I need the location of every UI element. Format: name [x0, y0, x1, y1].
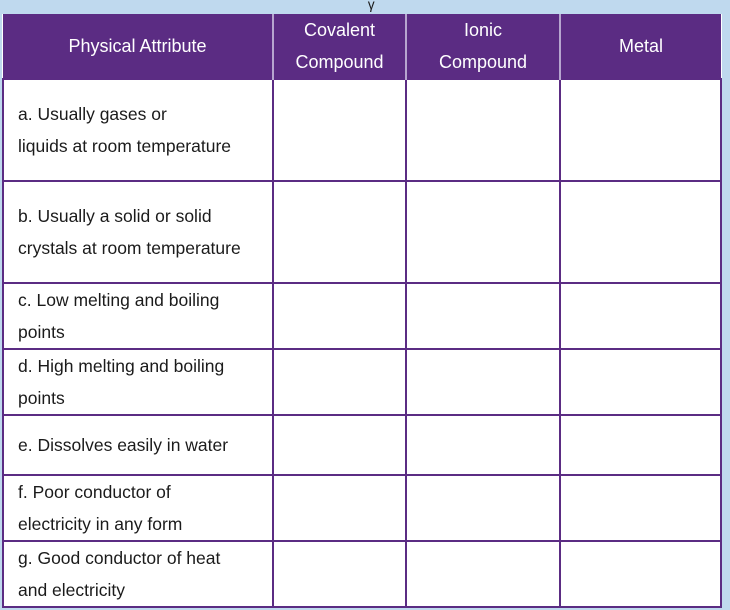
attribute-text-line1: b. Usually a solid or solid	[18, 206, 212, 226]
cropped-heading-fragment: ᵧ	[368, 0, 375, 12]
covalent-answer-cell[interactable]	[273, 415, 406, 475]
header-metal	[560, 14, 721, 79]
covalent-answer-cell[interactable]	[273, 283, 406, 349]
header-ionic-compound	[406, 14, 560, 79]
metal-answer-cell[interactable]	[560, 415, 721, 475]
attribute-cell	[3, 349, 273, 415]
attribute-text-line2: crystals at room temperature	[18, 238, 241, 258]
attribute-cell	[3, 181, 273, 283]
table-row	[3, 181, 721, 283]
metal-answer-cell[interactable]	[560, 475, 721, 541]
header-covalent-line2: Compound	[295, 52, 384, 72]
attribute-cell	[3, 475, 273, 541]
cropped-heading-strip	[0, 0, 730, 12]
attribute-text-line2: liquids at room temperature	[18, 136, 232, 156]
table-row	[3, 349, 721, 415]
covalent-answer-cell[interactable]	[273, 475, 406, 541]
attribute-text-line1: c. Low melting and boiling	[18, 290, 220, 310]
attribute-cell	[3, 283, 273, 349]
metal-answer-cell[interactable]	[560, 541, 721, 607]
header-physical-attribute	[3, 14, 273, 79]
header-metal-label: Metal	[618, 36, 663, 56]
attribute-text-line1: f. Poor conductor of	[18, 482, 171, 502]
header-covalent-compound	[273, 14, 406, 79]
attribute-text-line2: electricity in any form	[18, 514, 183, 534]
attribute-cell	[3, 415, 273, 475]
table-row	[3, 415, 721, 475]
attribute-text-line1: e. Dissolves easily in water	[18, 435, 229, 455]
covalent-answer-cell[interactable]	[273, 541, 406, 607]
metal-answer-cell[interactable]	[560, 181, 721, 283]
covalent-answer-cell[interactable]	[273, 349, 406, 415]
metal-answer-cell[interactable]	[560, 349, 721, 415]
attribute-text-line2: and electricity	[18, 580, 125, 600]
ionic-answer-cell[interactable]	[406, 349, 560, 415]
covalent-answer-cell[interactable]	[273, 79, 406, 181]
attribute-cell	[3, 79, 273, 181]
header-physical-attribute-label: Physical Attribute	[68, 36, 207, 56]
physical-attributes-table	[2, 14, 722, 608]
table-row	[3, 541, 721, 607]
covalent-answer-cell[interactable]	[273, 181, 406, 283]
attribute-text-line2: points	[18, 322, 65, 342]
attribute-cell	[3, 541, 273, 607]
metal-answer-cell[interactable]	[560, 79, 721, 181]
ionic-answer-cell[interactable]	[406, 541, 560, 607]
attribute-text-line2: points	[18, 388, 65, 408]
attribute-text-line1: d. High melting and boiling	[18, 356, 225, 376]
ionic-answer-cell[interactable]	[406, 79, 560, 181]
header-row	[3, 14, 721, 79]
attribute-text-line1: a. Usually gases or	[18, 104, 167, 124]
header-ionic-line2: Compound	[438, 52, 528, 72]
header-ionic-line1: Ionic	[463, 20, 503, 40]
ionic-answer-cell[interactable]	[406, 415, 560, 475]
ionic-answer-cell[interactable]	[406, 475, 560, 541]
header-covalent-line1: Covalent	[303, 20, 376, 40]
ionic-answer-cell[interactable]	[406, 283, 560, 349]
table-row	[3, 475, 721, 541]
attribute-text-line1: g. Good conductor of heat	[18, 548, 221, 568]
ionic-answer-cell[interactable]	[406, 181, 560, 283]
metal-answer-cell[interactable]	[560, 283, 721, 349]
table-row	[3, 283, 721, 349]
table-row	[3, 79, 721, 181]
